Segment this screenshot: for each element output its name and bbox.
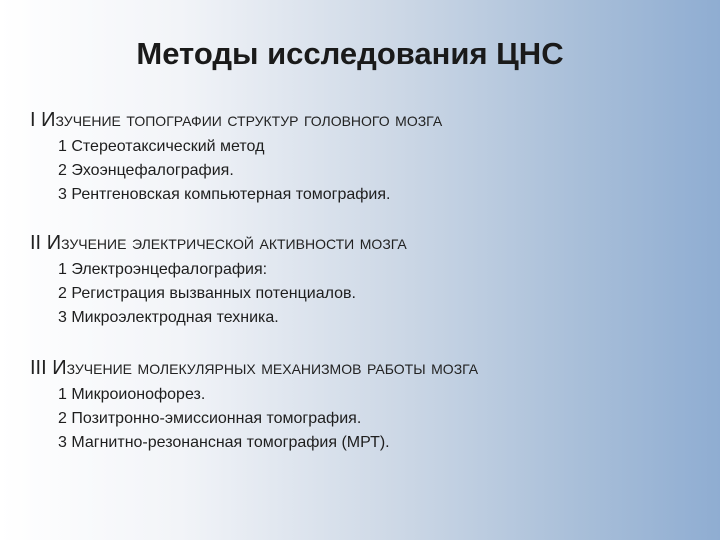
section-heading-text: Изучение электрической активности мозга [46, 232, 407, 254]
list-item: 2 Позитронно-эмиссионная томография. [58, 410, 362, 427]
list-item: 2 Регистрация вызванных потенциалов. [58, 285, 356, 302]
list-item: 1 Электроэнцефалография: [58, 261, 268, 278]
section-electrical-activity [30, 230, 407, 330]
section-molecular-mechanisms [30, 355, 478, 455]
section-numeral: II [30, 232, 42, 254]
section-numeral: III [30, 357, 47, 379]
list-item: 3 Магнитно-резонансная томография (МРТ). [58, 434, 390, 451]
list-item: 3 Микроэлектродная техника. [58, 309, 279, 326]
list-item: 1 Стереотаксический метод [58, 138, 265, 155]
section-heading [30, 355, 478, 381]
section-items [58, 383, 478, 455]
slide-title: Методы исследования ЦНС [136, 36, 564, 71]
list-item: 3 Рентгеновская компьютерная томография. [58, 186, 391, 203]
section-items [58, 258, 407, 330]
section-numeral: I [30, 109, 36, 131]
list-item: 1 Микроионофорез. [58, 386, 206, 403]
section-heading-text: Изучение молекулярных механизмов работы мозга [52, 357, 479, 379]
section-heading [30, 230, 407, 256]
section-heading [30, 107, 442, 133]
section-topography [30, 107, 442, 207]
section-heading-text: Изучение топографии структур головного мозга [41, 109, 443, 131]
section-items [58, 135, 442, 207]
list-item: 2 Эхоэнцефалография. [58, 162, 234, 179]
